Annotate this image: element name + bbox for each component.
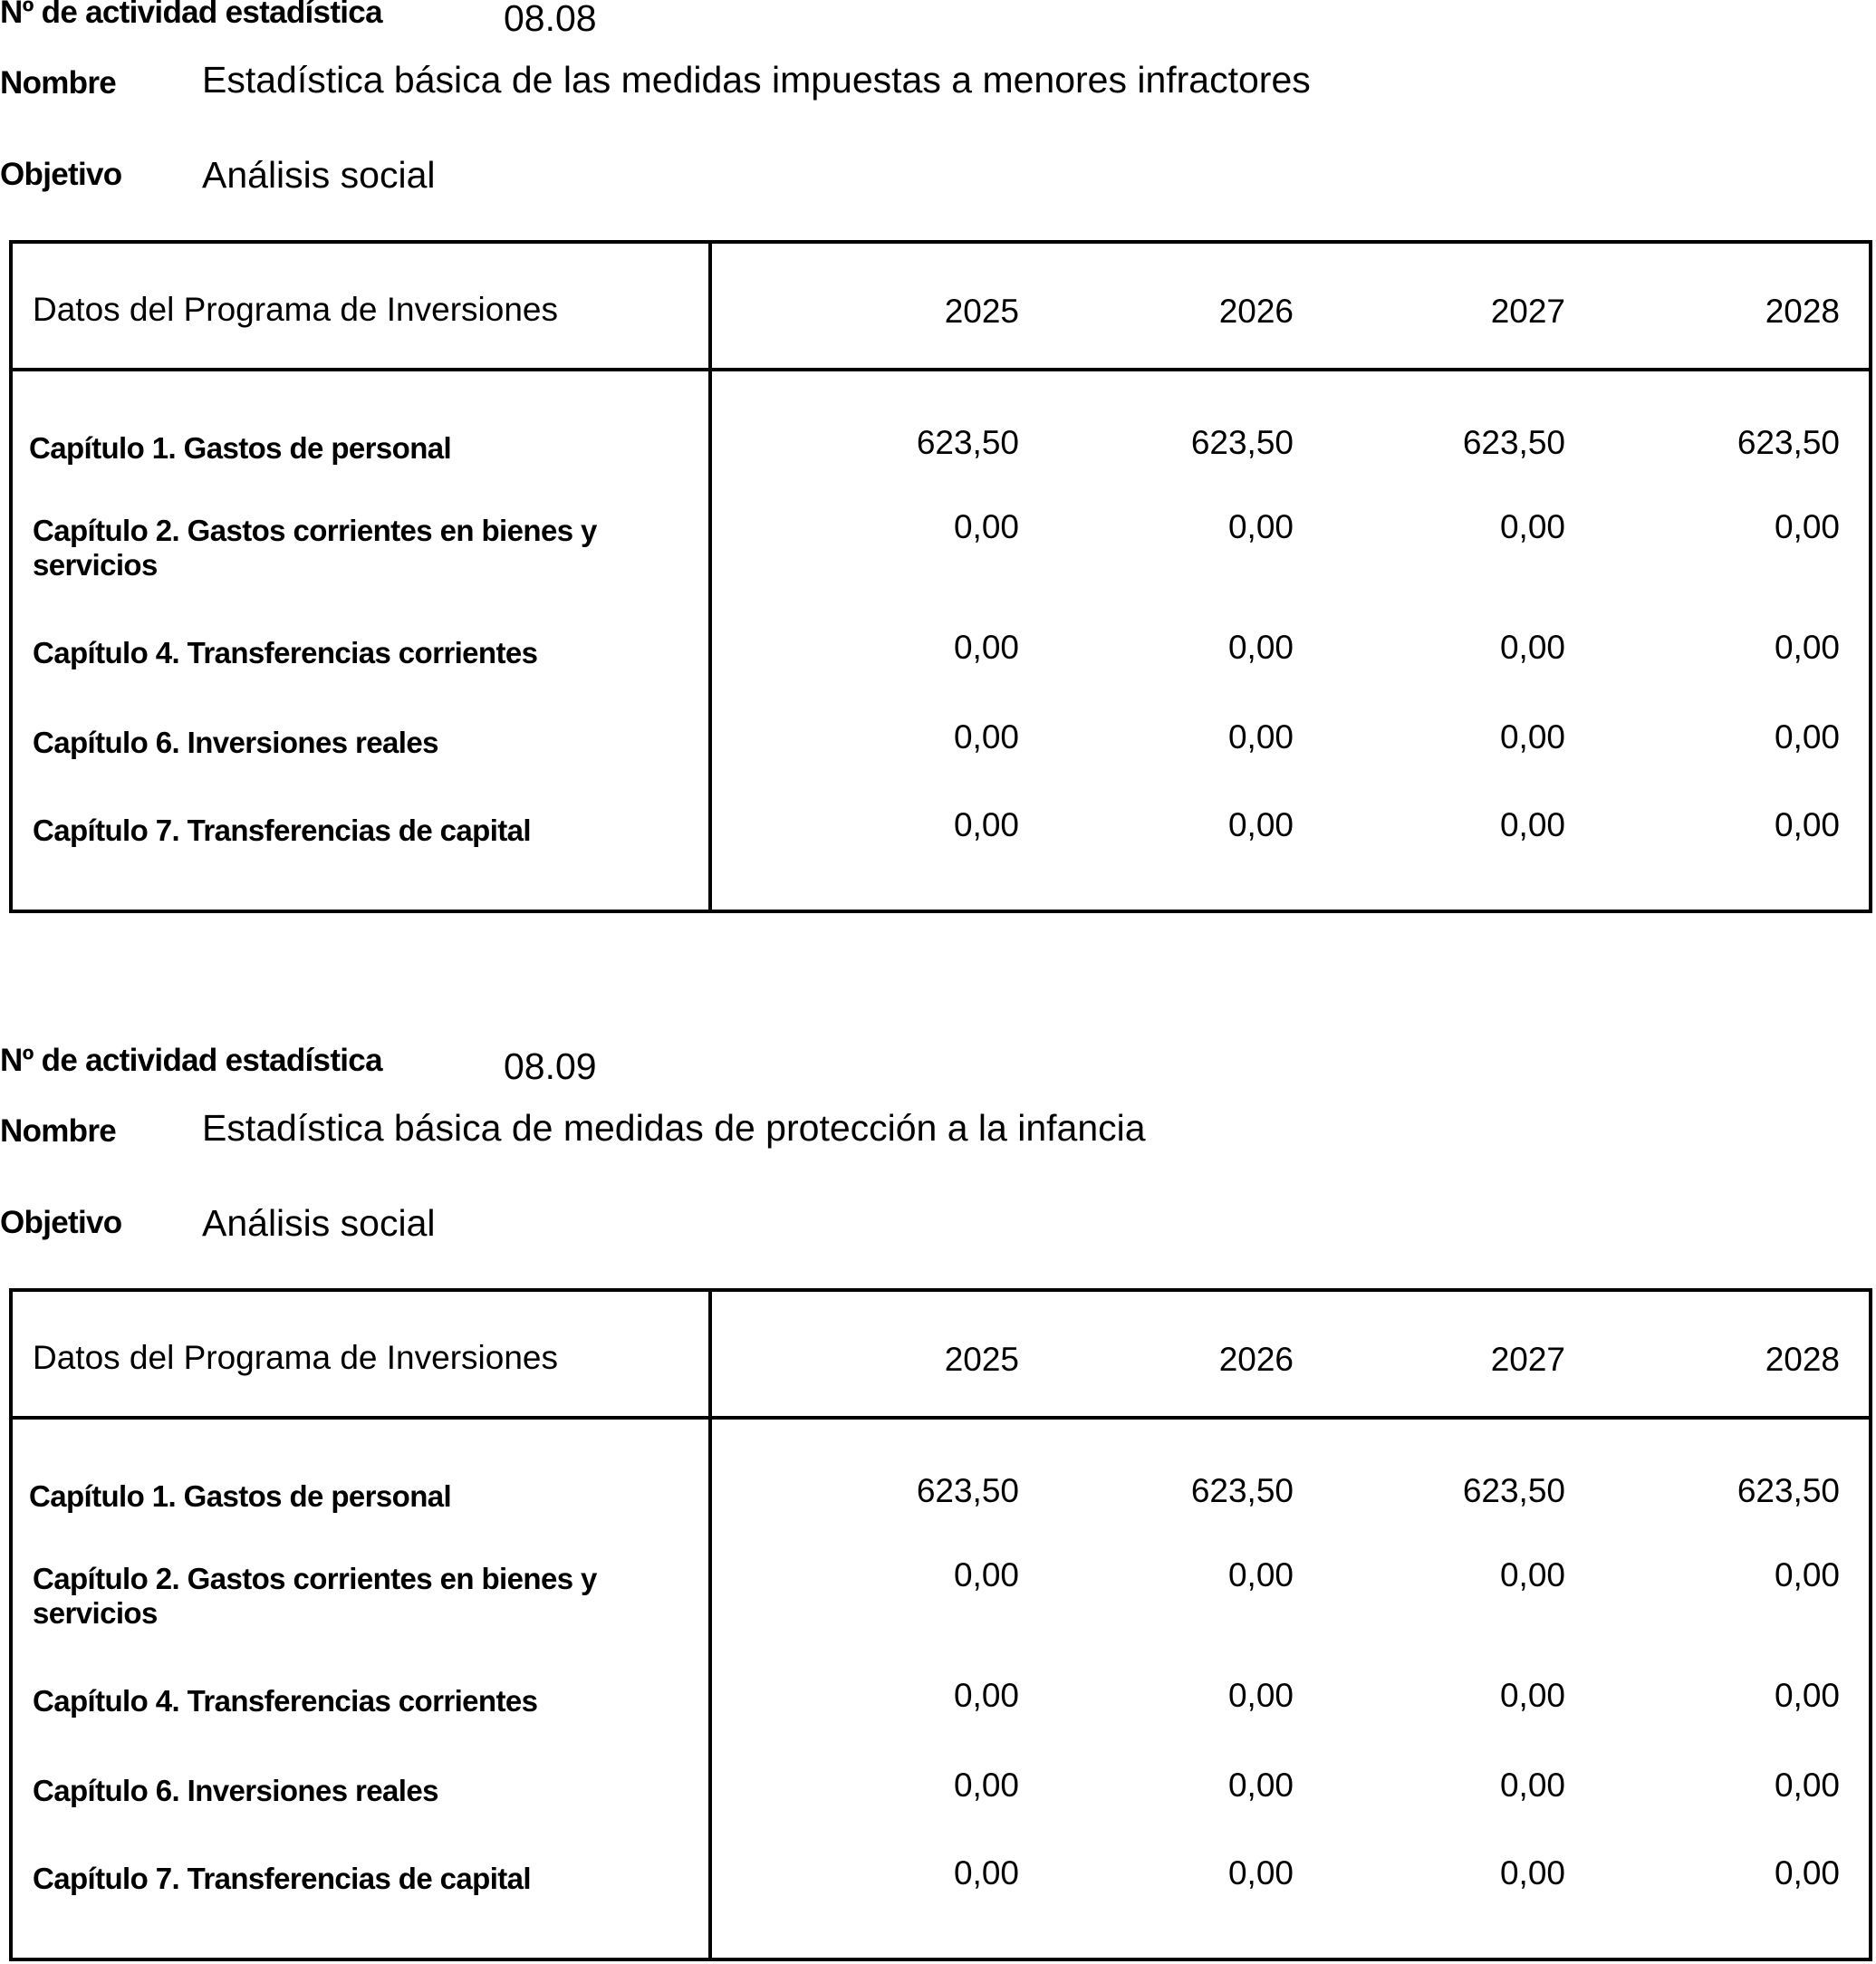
table-cell: 0,00 — [1499, 1556, 1565, 1593]
table-cell: 0,00 — [1227, 718, 1294, 756]
table-header-label: Datos del Programa de Inversiones — [33, 1339, 558, 1376]
table-cell: 623,50 — [1462, 1472, 1565, 1509]
table-cell: 623,50 — [1737, 1472, 1840, 1509]
year-header: 2028 — [1765, 293, 1840, 330]
table-cell: 0,00 — [953, 806, 1019, 843]
table-cell: 0,00 — [953, 1767, 1019, 1804]
table-cell: 0,00 — [1774, 1767, 1840, 1804]
table-cell: 0,00 — [1499, 806, 1565, 843]
year-header: 2025 — [944, 293, 1019, 330]
chapter-label: Capítulo 1. Gastos de personal — [29, 431, 452, 465]
table-cell: 0,00 — [1227, 1556, 1294, 1593]
table-header-label: Datos del Programa de Inversiones — [33, 291, 558, 328]
table-cell: 623,50 — [1737, 424, 1840, 461]
table-cell: 0,00 — [1499, 718, 1565, 756]
activity-number: 08.08 — [504, 0, 597, 39]
year-header: 2025 — [944, 1341, 1019, 1378]
table-column-divider — [708, 244, 712, 910]
activity-number-label: Nº de actividad estadística — [0, 0, 382, 30]
objective-label: Objetivo — [0, 157, 122, 192]
table-cell: 0,00 — [1774, 1854, 1840, 1892]
chapter-label: Capítulo 6. Inversiones reales — [33, 1774, 438, 1807]
table-cell: 0,00 — [1499, 1854, 1565, 1892]
table-cell: 0,00 — [1499, 629, 1565, 666]
table-cell: 0,00 — [1227, 508, 1294, 545]
table-cell: 0,00 — [1499, 1767, 1565, 1804]
chapter-label: Capítulo 2. Gastos corrientes en bienes y servicios — [33, 1562, 597, 1630]
activity-objective: Análisis social — [202, 1202, 436, 1244]
table-cell: 0,00 — [953, 1677, 1019, 1714]
investment-table — [9, 240, 1872, 913]
activity-name: Estadística básica de las medidas impuestas a menores infractores — [202, 59, 1311, 101]
year-header: 2026 — [1218, 1341, 1294, 1378]
chapter-label: Capítulo 4. Transferencias corrientes — [33, 1684, 538, 1718]
table-cell: 0,00 — [1227, 806, 1294, 843]
name-label: Nombre — [0, 65, 117, 101]
table-cell: 0,00 — [953, 629, 1019, 666]
table-cell: 623,50 — [916, 1472, 1019, 1509]
activity-section — [0, 1043, 1876, 1963]
table-cell: 0,00 — [953, 1854, 1019, 1892]
table-cell: 0,00 — [1227, 1767, 1294, 1804]
chapter-label: Capítulo 7. Transferencias de capital — [33, 814, 531, 847]
year-header: 2028 — [1765, 1341, 1840, 1378]
activity-number-label: Nº de actividad estadística — [0, 1043, 382, 1078]
objective-label: Objetivo — [0, 1205, 122, 1240]
activity-objective: Análisis social — [202, 154, 436, 196]
chapter-label: Capítulo 2. Gastos corrientes en bienes y servicios — [33, 514, 597, 582]
table-cell: 0,00 — [953, 1556, 1019, 1593]
activity-number: 08.09 — [504, 1045, 597, 1087]
table-cell: 0,00 — [1499, 508, 1565, 545]
table-cell: 0,00 — [953, 508, 1019, 545]
table-cell: 0,00 — [1227, 1854, 1294, 1892]
table-cell: 623,50 — [1190, 424, 1294, 461]
table-cell: 0,00 — [1774, 806, 1840, 843]
chapter-label: Capítulo 1. Gastos de personal — [29, 1479, 452, 1513]
table-cell: 623,50 — [916, 424, 1019, 461]
year-header: 2027 — [1490, 1341, 1565, 1378]
table-cell: 0,00 — [953, 718, 1019, 756]
table-cell: 0,00 — [1227, 1677, 1294, 1714]
activity-section — [0, 0, 1876, 915]
year-header: 2027 — [1490, 293, 1565, 330]
year-header: 2026 — [1218, 293, 1294, 330]
chapter-label: Capítulo 4. Transferencias corrientes — [33, 636, 538, 669]
table-header-divider — [13, 368, 1869, 371]
chapter-label: Capítulo 7. Transferencias de capital — [33, 1862, 531, 1895]
table-column-divider — [708, 1292, 712, 1958]
table-cell: 0,00 — [1774, 508, 1840, 545]
table-cell: 0,00 — [1227, 629, 1294, 666]
table-header-divider — [13, 1416, 1869, 1420]
table-cell: 0,00 — [1499, 1677, 1565, 1714]
activity-name: Estadística básica de medidas de protección a la infancia — [202, 1107, 1146, 1149]
table-cell: 623,50 — [1462, 424, 1565, 461]
table-cell: 0,00 — [1774, 1556, 1840, 1593]
chapter-label: Capítulo 6. Inversiones reales — [33, 726, 438, 759]
table-cell: 0,00 — [1774, 629, 1840, 666]
investment-table — [9, 1288, 1872, 1961]
name-label: Nombre — [0, 1113, 117, 1149]
table-cell: 0,00 — [1774, 718, 1840, 756]
table-cell: 0,00 — [1774, 1677, 1840, 1714]
table-cell: 623,50 — [1190, 1472, 1294, 1509]
